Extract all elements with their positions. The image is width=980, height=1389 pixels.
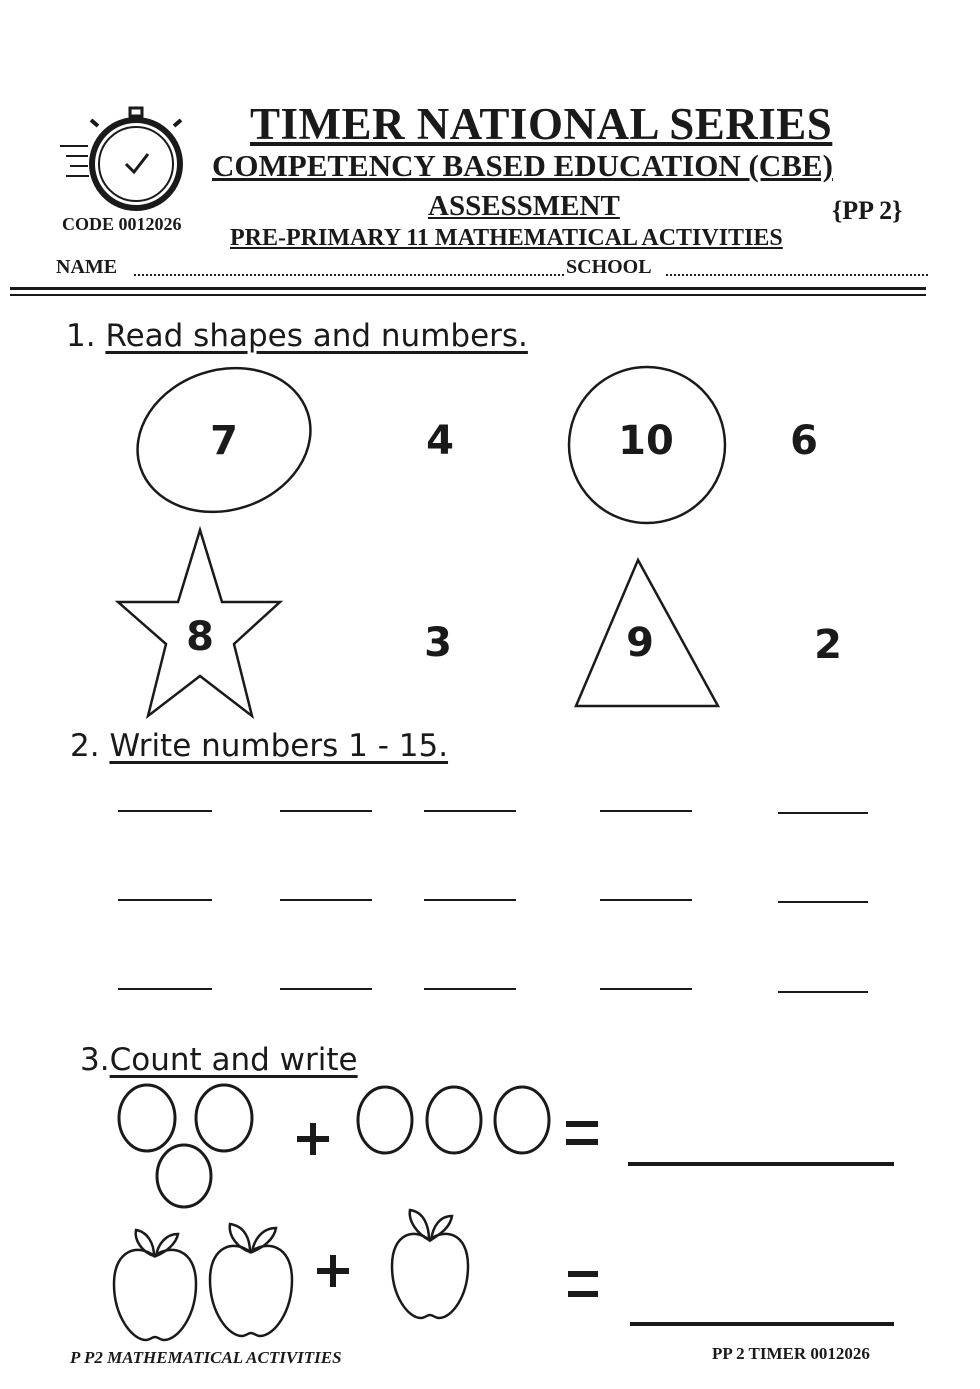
apple-icon (110, 1226, 200, 1344)
answer-blank[interactable] (600, 810, 692, 812)
answer-blank[interactable] (424, 988, 516, 990)
answer-blank[interactable] (118, 810, 212, 812)
answer-blank[interactable] (424, 899, 516, 901)
assessment-label: ASSESSMENT (428, 190, 620, 222)
answer-blank[interactable] (118, 988, 212, 990)
answer-blank[interactable] (280, 899, 372, 901)
answer-blank[interactable] (600, 899, 692, 901)
q1-number-item: 9 (626, 620, 654, 666)
answer-blank[interactable] (600, 988, 692, 990)
answer-line[interactable] (628, 1162, 894, 1166)
plus-sign (294, 1120, 332, 1158)
q1-number-item: 7 (210, 418, 238, 464)
header-rule-thin (10, 294, 926, 296)
footer-left: P P2 MATHEMATICAL ACTIVITIES (70, 1348, 342, 1367)
equals-sign (566, 1268, 600, 1302)
q1-number-item: 8 (186, 614, 214, 660)
answer-blank[interactable] (118, 899, 212, 901)
stopwatch-icon (58, 104, 193, 214)
question-1 (66, 318, 528, 354)
answer-blank[interactable] (778, 991, 868, 993)
q1-number-item: 2 (814, 622, 842, 668)
header-rule (10, 287, 926, 290)
cbe-subtitle: COMPETENCY BASED EDUCATION (CBE) (212, 148, 833, 183)
paper-title: PRE-PRIMARY 11 MATHEMATICAL ACTIVITIES (230, 225, 783, 251)
question-1-text: Read shapes and numbers. (105, 318, 528, 354)
question-2-number: 2. (70, 728, 100, 764)
q1-number-item: 4 (426, 418, 454, 464)
series-title: TIMER NATIONAL SERIES (250, 99, 833, 149)
level-badge: {PP 2} (832, 196, 903, 225)
question-3 (80, 1042, 358, 1078)
name-field[interactable] (134, 274, 564, 276)
answer-blank[interactable] (280, 988, 372, 990)
q1-number-item: 3 (424, 620, 452, 666)
answer-line[interactable] (630, 1322, 894, 1326)
q1-number-item: 6 (790, 418, 818, 464)
q1-number-item: 10 (618, 418, 674, 464)
question-2-text: Write numbers 1 - 15. (109, 728, 449, 764)
answer-blank[interactable] (778, 901, 868, 903)
footer-right: PP 2 TIMER 0012026 (712, 1344, 870, 1363)
school-field[interactable] (666, 274, 928, 276)
equals-sign (564, 1118, 600, 1148)
question-3-number: 3. (80, 1042, 110, 1078)
answer-blank[interactable] (778, 812, 868, 814)
plus-sign (314, 1252, 352, 1290)
name-school-row (56, 256, 928, 286)
count-circles-right (354, 1084, 554, 1158)
count-circles-left (114, 1082, 264, 1212)
apple-icon (388, 1204, 472, 1322)
school-label: SCHOOL (566, 256, 652, 278)
answer-blank[interactable] (424, 810, 516, 812)
question-1-number: 1. (66, 318, 96, 354)
apple-icon (206, 1218, 296, 1340)
question-2 (70, 728, 448, 764)
question-3-text: Count and write (109, 1042, 358, 1078)
answer-blank[interactable] (280, 810, 372, 812)
name-label: NAME (56, 256, 118, 278)
exam-code: CODE 0012026 (62, 214, 182, 234)
